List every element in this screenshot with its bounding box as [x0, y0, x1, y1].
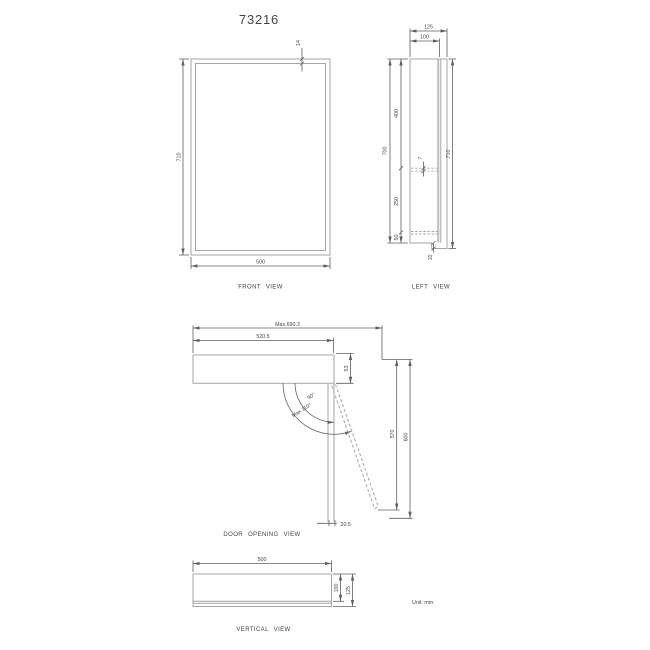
dashed-door-tip	[375, 507, 379, 509]
door-drop-value: 600	[403, 432, 410, 442]
vertical-inner-depth-value: 100	[334, 583, 340, 593]
door-angle-max-value: Max.110°	[291, 402, 313, 420]
left-depth-inner-value: 100	[420, 34, 429, 41]
door-dim-open-width	[193, 334, 334, 353]
door-view-label: DOOR OPENING VIEW	[223, 532, 301, 538]
left-seg-mid-value: 250	[394, 197, 400, 206]
unit-note: Unit: mm	[412, 600, 434, 606]
vertical-view	[193, 557, 356, 633]
left-step-value: 10	[427, 254, 434, 261]
vertical-dim-width	[193, 557, 332, 572]
drawing-number: 73216	[238, 12, 280, 27]
door-hinge-offset-value: 53	[343, 365, 350, 372]
left-dim-interior-height	[383, 59, 409, 243]
front-dim-width	[191, 257, 330, 269]
dashed-door-edge	[332, 386, 375, 509]
left-view-label: LEFT VIEW	[411, 284, 451, 291]
door-dim-hinge-offset	[336, 354, 354, 384]
left-body-outline	[410, 59, 447, 249]
left-height-outer-value: 710	[445, 149, 452, 159]
door-opening-view	[193, 322, 413, 538]
left-dim-depths	[410, 25, 447, 58]
door-angle-open-value: 90°	[306, 391, 317, 402]
vertical-dim-depths	[333, 574, 356, 607]
door-reach-value: 570	[390, 429, 396, 439]
front-width-value: 500	[256, 259, 265, 266]
left-shelf-value: 7	[417, 156, 424, 160]
left-seg-bottom-value: 50	[394, 234, 400, 241]
vertical-total-depth-value: 125	[346, 586, 352, 595]
front-outer-frame	[191, 59, 330, 255]
door-wall-gap-value: 20.5	[340, 522, 351, 528]
vertical-view-label: VERTICAL VIEW	[236, 627, 291, 633]
arc-110deg	[283, 383, 351, 434]
left-view	[383, 25, 457, 291]
front-view-label: FRONT VIEW	[238, 284, 283, 291]
front-dim-height	[177, 59, 190, 255]
left-depth-total-value: 125	[424, 24, 433, 31]
dashed-door-edge	[336, 385, 379, 508]
left-height-inner-value: 700	[382, 146, 389, 156]
door-max-position-dashed	[332, 385, 379, 509]
front-frame-value: 14	[296, 40, 302, 46]
vertical-width-value: 500	[257, 557, 267, 564]
front-view	[177, 40, 331, 290]
open-door-body	[193, 355, 334, 383]
front-height-value: 710	[176, 152, 183, 162]
door-max-extent-value: Max.690.3	[275, 321, 300, 328]
left-seg-top-value: 400	[394, 109, 400, 118]
door-open-width-value: 520.5	[256, 334, 270, 340]
door-swing-arcs	[283, 383, 351, 434]
